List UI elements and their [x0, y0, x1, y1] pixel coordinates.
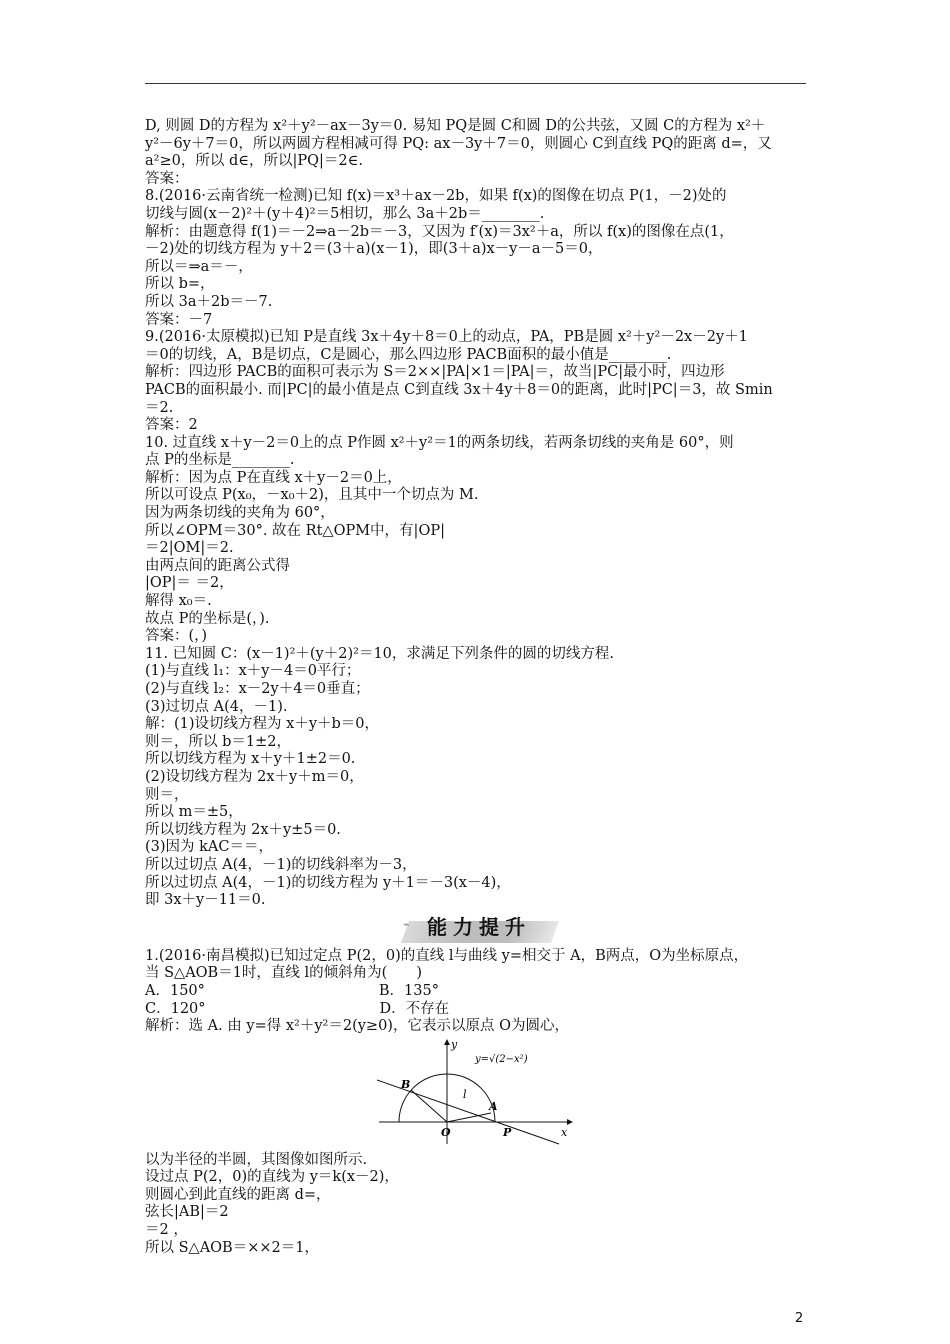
line-l-label: l [463, 1087, 467, 1101]
solution-text-bottom [145, 1152, 810, 1258]
header-rule [145, 83, 806, 84]
exercise-text [145, 948, 810, 1036]
text-line: 所以过切点 A(4，－1)的切线斜率为－3， [145, 856, 417, 873]
exercise-line: 1.(2016·南昌模拟)已知过定点 P(2，0)的直线 l与曲线 y=相交于 A，B两点，O为坐标原点， [145, 947, 749, 964]
exercise-line: 当 S△AOB＝1时，直线 l的倾斜角为( ) [145, 965, 422, 982]
text-line: (2)设切线方程为 2x＋y＋m＝0， [145, 768, 364, 785]
page-number: 2 [795, 1311, 804, 1326]
figure-svg [375, 1036, 575, 1148]
text-line: 所以过切点 A(4，－1)的切线方程为 y＋1＝－3(x－4)， [145, 874, 511, 891]
text-line: 所以 b=， [145, 276, 215, 293]
text-line: 点 P的坐标是________. [145, 452, 295, 469]
origin-label: O [441, 1125, 451, 1139]
text-line: 9.(2016·太原模拟)已知 P是直线 3x＋4y＋8＝0上的动点，PA，PB是圆 x²＋y²－2x－2y＋1 [145, 329, 748, 346]
curve-label: y=√(2−x²) [475, 1053, 528, 1065]
exercise-line: 解析：选 A. 由 y=得 x²＋y²＝2(y≥0)，它表示以原点 O为圆心， [145, 1018, 569, 1035]
text-line: |OP|＝ ＝2， [145, 575, 234, 592]
point-A-label: A [489, 1099, 498, 1113]
text-line: 因为两条切线的夹角为 60°， [145, 505, 335, 522]
text-line: 所以 S△AOB＝××2＝1， [145, 1239, 319, 1256]
text-line: 答案：－7 [145, 311, 213, 328]
text-line: 弦长|AB|＝2 [145, 1204, 229, 1221]
text-line: 答案：2 [145, 417, 198, 434]
text-line: D, 则圆 D的方程为 x²＋y²－ax－3y＝0. 易知 PQ是圆 C和圆 D的公共弦，又圆 C的方程为 x²＋ [145, 118, 766, 134]
radius-OB [411, 1090, 447, 1122]
text-line: 设过点 P(2，0)的直线为 y＝k(x－2)， [145, 1169, 399, 1186]
text-line: (1)与直线 l₁：x＋y－4＝0平行； [145, 663, 361, 680]
text-line: a²≥0，所以 d∈，所以|PQ|＝2∈. [145, 153, 363, 170]
exercise-line: A．150° B．135° [145, 982, 439, 999]
section-title: 能力提升 [427, 914, 531, 939]
text-line: 解得 x₀＝. [145, 593, 212, 610]
text-line: 10. 过直线 x＋y－2＝0上的点 P作圆 x²＋y²＝1的两条切线，若两条切线的夹角是 60°，则 [145, 434, 734, 451]
text-line: 解：(1)设切线方程为 x＋y＋b＝0， [145, 716, 380, 733]
text-line: 则＝， [145, 786, 189, 803]
text-line: ＝2 ， [145, 1222, 188, 1239]
section-banner [145, 916, 810, 946]
banner-deco-icon: ⌁ [403, 917, 410, 931]
text-line: 解析：由题意得 f(1)＝－2⇒a－2b＝－3，又因为 f′(x)＝3x²＋a，所以 f(x)的图像在点(1， [145, 223, 734, 240]
text-line: 所以 m＝±5， [145, 804, 243, 821]
text-line: 故点 P的坐标是(，). [145, 610, 270, 627]
text-line: 由两点间的距离公式得 [145, 557, 290, 574]
x-axis-arrow [567, 1119, 573, 1125]
text-line: ＝2|OM|＝2. [145, 540, 234, 557]
point-B-label: B [401, 1077, 411, 1091]
text-line: 解析：四边形 PACB的面积可表示为 S＝2××|PA|×1＝|PA|＝，故当|PC|最小时，四边形 [145, 364, 725, 381]
text-line: (2)与直线 l₂：x－2y＋4＝0垂直； [145, 681, 370, 697]
solution-text-top [145, 118, 810, 910]
page-body [145, 118, 810, 1257]
semicircle-figure [145, 1036, 810, 1152]
text-line: 则圆心到此直线的距离 d=， [145, 1186, 331, 1203]
text-line: 所以切线方程为 x＋y＋1±2＝0. [145, 751, 356, 768]
text-line: ＝2. [145, 399, 174, 416]
text-line: 所以∠OPM＝30°. 故在 Rt△OPM中，有|OP| [145, 522, 445, 539]
text-line: 所以可设点 P(x₀，－x₀＋2)，且其中一个切点为 M. [145, 487, 479, 504]
text-line: 答案： [145, 170, 189, 187]
text-line: PACB的面积最小. 而|PC|的最小值是点 C到直线 3x＋4y＋8＝0的距离，此时|PC|＝3，故 Smin [145, 381, 773, 398]
text-line: 所以＝⇒a＝－， [145, 258, 253, 275]
text-line: 即 3x＋y－11＝0. [145, 892, 266, 909]
exercise-line: C．120° D．不存在 [145, 1000, 450, 1017]
text-line: 以为半径的半圆，其图像如图所示. [145, 1151, 368, 1168]
text-line: 8.(2016·云南省统一检测)已知 f(x)＝x³＋ax－2b，如果 f(x)的图像在切点 P(1，－2)处的 [145, 188, 727, 205]
y-axis-label: y [451, 1037, 458, 1051]
text-line: 则＝，所以 b＝1±2， [145, 733, 291, 750]
text-line: －2)处的切线方程为 y＋2＝(3＋a)(x－1)，即(3＋a)x－y－a－5＝0， [145, 241, 603, 258]
y-axis-arrow [444, 1039, 450, 1045]
text-line: ＝0的切线，A，B是切点，C是圆心，那么四边形 PACB面积的最小值是________. [145, 346, 672, 363]
text-line: (3)因为 kAC＝＝， [145, 839, 274, 856]
text-line: 11. 已知圆 C：(x－1)²＋(y＋2)²＝10，求满足下列条件的圆的切线方程. [145, 645, 615, 662]
text-line: 答案：(，) [145, 628, 208, 645]
text-line: (3)过切点 A(4，－1). [145, 698, 288, 715]
text-line: 所以 3a＋2b＝－7. [145, 293, 273, 310]
point-P-label: P [503, 1125, 512, 1139]
text-line: y²－6y＋7＝0，所以两圆方程相减可得 PQ: ax－3y＋7＝0，则圆心 C到直线 PQ的距离 d=，又 [145, 135, 772, 152]
text-line: 解析：因为点 P在直线 x＋y－2＝0上， [145, 469, 402, 486]
text-line: 切线与圆(x－2)²＋(y＋4)²＝5相切，那么 3a＋2b＝________. [145, 205, 545, 222]
text-line: 所以切线方程为 2x＋y±5＝0. [145, 821, 341, 838]
x-axis-label: x [561, 1125, 568, 1139]
